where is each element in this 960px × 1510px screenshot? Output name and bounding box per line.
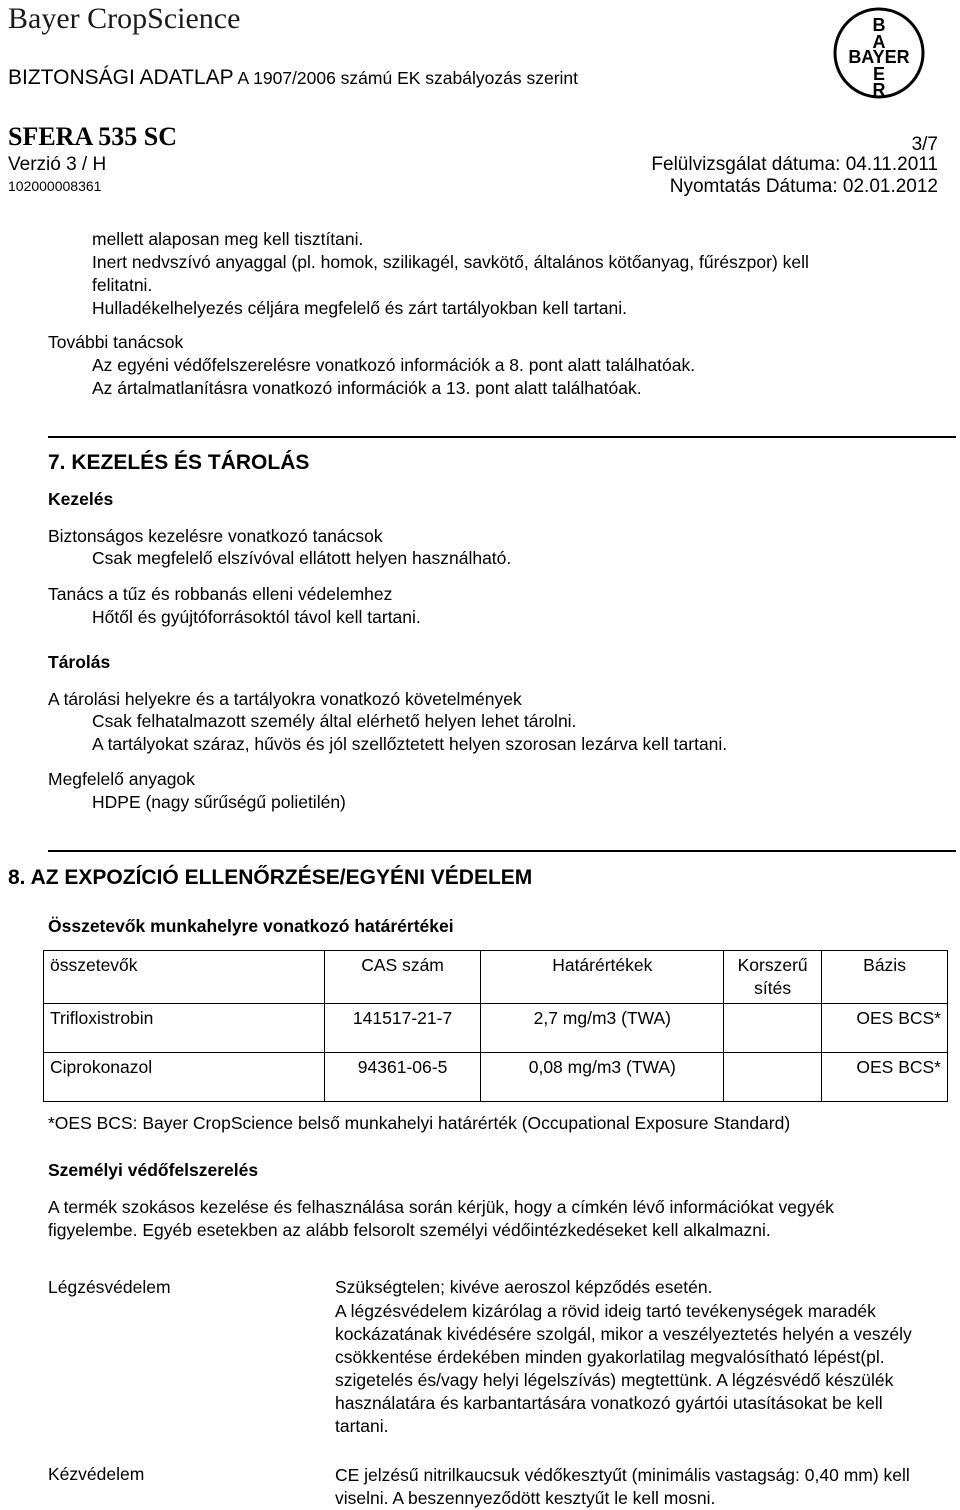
version: Verzió 3 / H <box>8 154 107 175</box>
section-8-title: 8. AZ EXPOZÍCIÓ ELLENŐRZÉSE/EGYÉNI VÉDELEM <box>8 866 533 889</box>
safe-handling-text: Csak megfelelő elszívóval ellátott helyen használható. <box>92 548 512 568</box>
handling-heading: Kezelés <box>48 489 114 509</box>
storage-requirements-text-1: Csak felhatalmazott személy által elérhető helyen lehet tárolni. <box>92 711 577 731</box>
table-header-cell: összetevők <box>44 951 325 1004</box>
table-cell: 94361-06-5 <box>324 1053 481 1102</box>
suitable-materials-label: Megfelelő anyagok <box>48 769 195 789</box>
table-header-cell: Bázis <box>822 951 948 1004</box>
doc-type: BIZTONSÁGI ADATLAP <box>8 66 234 89</box>
print-date: Nyomtatás Dátuma: 02.01.2012 <box>669 176 938 197</box>
section-divider <box>48 850 956 852</box>
product-name: SFERA 535 SC <box>8 122 178 151</box>
table-header-cell: CAS szám <box>324 951 481 1004</box>
table-cell: 141517-21-7 <box>324 1004 481 1053</box>
table-cell <box>724 1004 822 1053</box>
hand-protection-label: Kézvédelem <box>48 1464 145 1484</box>
hand-protection-text: CE jelzésű nitrilkaucsuk védőkesztyűt (minimális vastagság: 0,40 mm) kell viselni. A beszennyeződött kesztyűt le kell mosni. <box>335 1465 910 1508</box>
company-name: Bayer CropScience <box>8 2 241 35</box>
further-advice-1: Az egyéni védőfelszerelésre vonatkozó információk a 8. pont alatt találhatóak. <box>92 355 696 375</box>
logo-letter-e: E <box>872 64 886 84</box>
table-cell: OES BCS* <box>822 1053 948 1102</box>
further-advice-2: Az ártalmatlanításra vonatkozó információk a 13. pont alatt találhatóak. <box>92 378 642 398</box>
logo-letter-a: A <box>872 32 886 52</box>
page-number: 3/7 <box>911 134 938 155</box>
doc-number: 102000008361 <box>8 178 102 194</box>
ppe-intro: A termék szokásos kezelése és felhasználása során kérjük, hogy a címkén lévő információkat vegyék figyelembe. Egyéb esetekben az alább felsorolt személyi védőintézkedéseket kell alkalmazni. <box>48 1197 834 1240</box>
cont-line-4: Hulladékelhelyezés céljára megfelelő és zárt tartályokban kell tartani. <box>92 298 627 318</box>
suitable-materials-text: HDPE (nagy sűrűségű polietilén) <box>92 792 346 812</box>
cont-line-1: mellett alaposan meg kell tisztítani. <box>92 229 364 249</box>
table-header-row <box>44 951 948 1004</box>
bayer-logo <box>832 6 926 100</box>
fire-protection-label: Tanács a tűz és robbanás elleni védelemhez <box>48 584 393 604</box>
ppe-heading: Személyi védőfelszerelés <box>48 1160 259 1180</box>
section-7-title: 7. KEZELÉS ÉS TÁROLÁS <box>48 451 310 474</box>
table-cell: 0,08 mg/m3 (TWA) <box>481 1053 724 1102</box>
table-cell: OES BCS* <box>822 1004 948 1053</box>
further-advice-heading: További tanácsok <box>48 332 184 352</box>
exposure-limits-heading: Összetevők munkahelyre vonatkozó határértékei <box>48 916 454 936</box>
table-row <box>44 1004 948 1053</box>
logo-letter-b: B <box>872 15 886 35</box>
exposure-limits-table <box>43 950 948 1102</box>
table-cell: Trifloxistrobin <box>44 1004 325 1053</box>
cont-line-2: Inert nedvszívó anyaggal (pl. homok, szilikagél, savkötő, általános kötőanyag, fűrészpor) kell <box>92 252 809 272</box>
respiratory-protection-label: Légzésvédelem <box>48 1277 171 1297</box>
respiratory-protection-text-2: A légzésvédelem kizárólag a rövid ideig tartó tevékenységek maradék kockázatának kivédésére szolgál, mikor a veszélyeztetés helyén a veszély csökkentése érdekében minden gyakorlatilag megvalósítható lépést(pl. szigetelés és/vagy helyi légelszívás) megtettünk. A légzésvédő készülék használatára és karbantartására vonatkozó gyártói utasításokat be kell tartani. <box>335 1301 912 1436</box>
table-header-cell: Korszerű sítés <box>724 951 822 1004</box>
storage-heading: Tárolás <box>48 652 111 672</box>
storage-requirements-label: A tárolási helyekre és a tartályokra vonatkozó követelmények <box>48 689 522 709</box>
table-cell: Ciprokonazol <box>44 1053 325 1102</box>
doc-type-line <box>8 66 578 90</box>
table-cell: 2,7 mg/m3 (TWA) <box>481 1004 724 1053</box>
table-header-cell: Határértékek <box>481 951 724 1004</box>
cont-line-3: felitatni. <box>92 275 153 295</box>
logo-letter-r: R <box>872 80 886 100</box>
table-cell <box>724 1053 822 1102</box>
safe-handling-label: Biztonságos kezelésre vonatkozó tanácsok <box>48 526 383 546</box>
table-footnote: *OES BCS: Bayer CropScience belső munkahelyi határérték (Occupational Exposure Standard) <box>48 1113 791 1133</box>
revision-date: Felülvizsgálat dátuma: 04.11.2011 <box>651 154 938 175</box>
respiratory-protection-text-1: Szükségtelen; kivéve aeroszol képződés esetén. <box>335 1277 713 1297</box>
fire-protection-text: Hőtől és gyújtóforrásoktól távol kell tartani. <box>92 607 421 627</box>
section-divider <box>48 436 956 438</box>
storage-requirements-text-2: A tartályokat száraz, hűvös és jól szellőztetett helyen szorosan lezárva kell tartani. <box>92 734 728 754</box>
regulation: A 1907/2006 számú EK szabályozás szerint <box>237 68 579 88</box>
logo-word: BAYER <box>848 47 910 67</box>
table-row <box>44 1053 948 1102</box>
